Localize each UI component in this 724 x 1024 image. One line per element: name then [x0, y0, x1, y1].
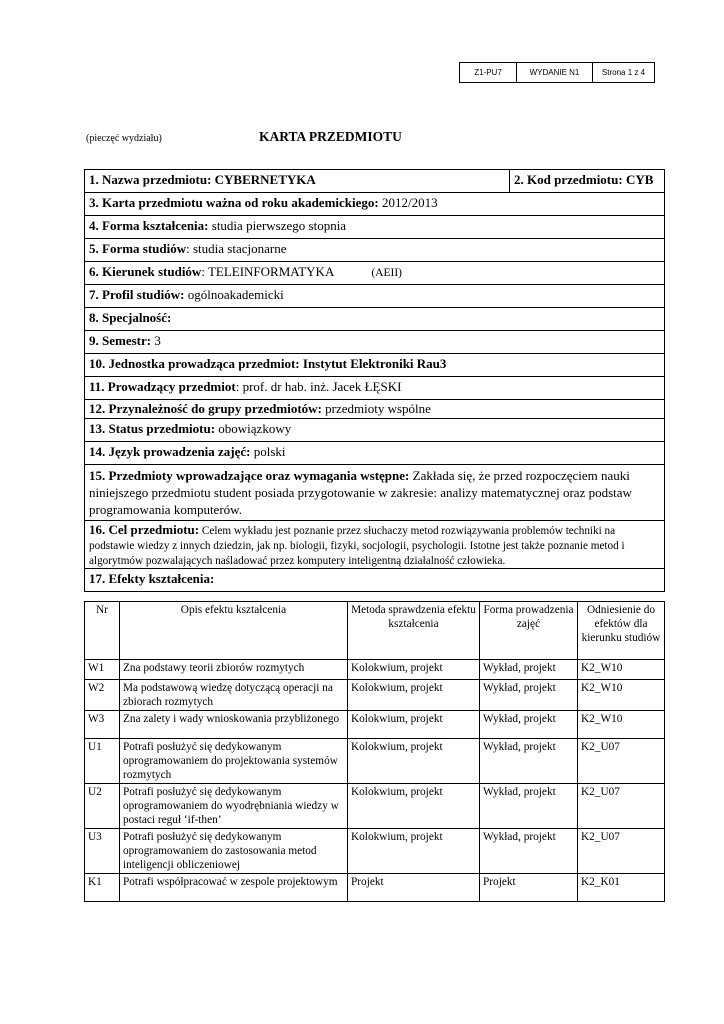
outcome-nr: K1 [85, 874, 120, 902]
field-of-study-extra: (AEII) [371, 267, 402, 279]
language-value: polski [250, 444, 286, 459]
outcome-method: Kolokwium, projekt [348, 660, 480, 680]
outcome-reference: K2_U07 [578, 784, 665, 829]
outcomes-label: 17. Efekty kształcenia: [89, 571, 215, 586]
course-goal-label: 16. Cel przedmiotu: [89, 522, 200, 537]
outcome-nr: U2 [85, 784, 120, 829]
education-form-value: studia pierwszego stopnia [208, 218, 347, 233]
field-unit-row [85, 354, 665, 377]
outcome-form: Wykład, projekt [480, 829, 578, 874]
field-prerequisites-row [85, 465, 665, 521]
status-label: 13. Status przedmiotu: [89, 421, 216, 436]
outcome-form: Wykład, projekt [480, 711, 578, 739]
field-of-study-label: 6. Kierunek studiów [89, 264, 202, 279]
status-value: obowiązkowy [215, 421, 292, 436]
page-number: Strona 1 z 4 [593, 63, 655, 83]
specialty-label: 8. Specjalność: [89, 310, 172, 325]
field-language-row [85, 442, 665, 465]
outcome-reference: K2_K01 [578, 874, 665, 902]
outcome-reference: K2_W10 [578, 660, 665, 680]
document-header-table [459, 62, 655, 83]
outcome-form: Wykład, projekt [480, 660, 578, 680]
study-form-label: 5. Forma studiów [89, 241, 187, 256]
lecturer-label: 11. Prowadzący przedmiot [89, 379, 236, 394]
field-education-form-row [85, 216, 665, 239]
learning-outcomes-table [84, 601, 665, 902]
study-form-value: : studia stacjonarne [186, 241, 287, 256]
outcome-description: Potrafi współpracować w zespole projektowym [120, 874, 348, 902]
lecturer-value: : prof. dr hab. inż. Jacek ŁĘSKI [235, 379, 402, 394]
outcome-nr: U3 [85, 829, 120, 874]
outcome-description: Potrafi posłużyć się dedykowanym oprogramowaniem do wyodrębniania wiedzy w postaci reguł ‘if-then’ [120, 784, 348, 829]
table-row [85, 680, 665, 711]
table-row [85, 829, 665, 874]
outcome-description: Potrafi posłużyć się dedykowanym oprogramowaniem do projektowania systemów rozmytych [120, 739, 348, 784]
course-name: 1. Nazwa przedmiotu: CYBERNETYKA [89, 172, 316, 187]
outcome-description: Ma podstawową wiedzę dotyczącą operacji na zbiorach rozmytych [120, 680, 348, 711]
outcomes-header-method: Metoda sprawdzenia efektu kształcenia [348, 602, 480, 660]
outcome-method: Kolokwium, projekt [348, 829, 480, 874]
outcome-nr: W3 [85, 711, 120, 739]
field-group-row [85, 400, 665, 419]
page-title: KARTA PRZEDMIOTU [259, 129, 402, 144]
outcome-method: Kolokwium, projekt [348, 711, 480, 739]
table-row [85, 874, 665, 902]
field-outcomes-row [85, 569, 665, 592]
semester-value: 3 [151, 333, 161, 348]
field-course-name-row [85, 170, 665, 193]
field-status-row [85, 419, 665, 442]
prerequisites-value: Zakłada się, że przed rozpoczęciem nauki niniejszego przedmiotu student posiada przygotowanie w zakresie: analizy matematycznej oraz podstaw programowania komputerów. [89, 468, 632, 517]
outcome-reference: K2_W10 [578, 680, 665, 711]
outcome-form: Wykład, projekt [480, 680, 578, 711]
education-form-label: 4. Forma kształcenia: [89, 218, 209, 233]
outcome-form: Projekt [480, 874, 578, 902]
course-code: 2. Kod przedmiotu: CYB [514, 172, 654, 187]
outcome-reference: K2_U07 [578, 739, 665, 784]
faculty-stamp-label: (pieczęć wydziału) [86, 133, 162, 144]
document-code: Z1-PU7 [460, 63, 517, 83]
table-row [85, 739, 665, 784]
outcome-method: Kolokwium, projekt [348, 784, 480, 829]
outcomes-header-form: Forma prowadzenia zajęć [480, 602, 578, 660]
outcomes-header-reference: Odniesienie do efektów dla kierunku studiów [578, 602, 665, 660]
field-semester-row [85, 331, 665, 354]
outcome-nr: W2 [85, 680, 120, 711]
outcome-description: Zna zalety i wady wnioskowania przybliżonego [120, 711, 348, 739]
field-study-form-row [85, 239, 665, 262]
course-goal-value: Celem wykładu jest poznanie przez słuchaczy metod rozwiązywania problemów techniki na podstawie wiedzy z innych dziedzin, jak np. biologii, fizyki, socjologii, psychologii. Istotne jest także poznanie metod i algorytmów pozwalających naśladować przez komputery inteligentną działalność człowieka. [89, 525, 625, 567]
field-academic-year-row [85, 193, 665, 216]
profile-label: 7. Profil studiów: [89, 287, 185, 302]
field-specialty-row [85, 308, 665, 331]
group-label: 12. Przynależność do grupy przedmiotów: [89, 401, 322, 416]
document-edition: WYDANIE N1 [517, 63, 593, 83]
outcome-method: Kolokwium, projekt [348, 739, 480, 784]
outcomes-header-nr: Nr [85, 602, 120, 660]
academic-year-label: 3. Karta przedmiotu ważna od roku akademickiego: [89, 195, 379, 210]
outcome-form: Wykład, projekt [480, 739, 578, 784]
outcome-nr: U1 [85, 739, 120, 784]
table-row [85, 784, 665, 829]
table-row [85, 660, 665, 680]
prerequisites-label: 15. Przedmioty wprowadzające oraz wymagania wstępne: [89, 468, 410, 483]
outcomes-header-row [85, 602, 665, 660]
outcome-description: Zna podstawy teorii zbiorów rozmytych [120, 660, 348, 680]
outcome-reference: K2_W10 [578, 711, 665, 739]
outcome-reference: K2_U07 [578, 829, 665, 874]
field-lecturer-row [85, 377, 665, 400]
outcome-method: Projekt [348, 874, 480, 902]
outcome-description: Potrafi posłużyć się dedykowanym oprogramowaniem do zastosowania metod inteligencji obliczeniowej [120, 829, 348, 874]
field-field-of-study-row [85, 262, 665, 285]
outcome-nr: W1 [85, 660, 120, 680]
table-row [85, 711, 665, 739]
unit-label: 10. Jednostka prowadząca przedmiot: Instytut Elektroniki Rau3 [89, 356, 447, 371]
course-info-table [84, 169, 665, 592]
group-value: przedmioty wspólne [321, 401, 431, 416]
profile-value: ogólnoakademicki [184, 287, 284, 302]
outcome-form: Wykład, projekt [480, 784, 578, 829]
language-label: 14. Język prowadzenia zajęć: [89, 444, 251, 459]
outcomes-header-description: Opis efektu kształcenia [120, 602, 348, 660]
field-of-study-value: : TELEINFORMATYKA [201, 264, 335, 279]
outcome-method: Kolokwium, projekt [348, 680, 480, 711]
field-course-goal-row [85, 521, 665, 569]
semester-label: 9. Semestr: [89, 333, 152, 348]
academic-year-value: 2012/2013 [378, 195, 438, 210]
field-profile-row [85, 285, 665, 308]
